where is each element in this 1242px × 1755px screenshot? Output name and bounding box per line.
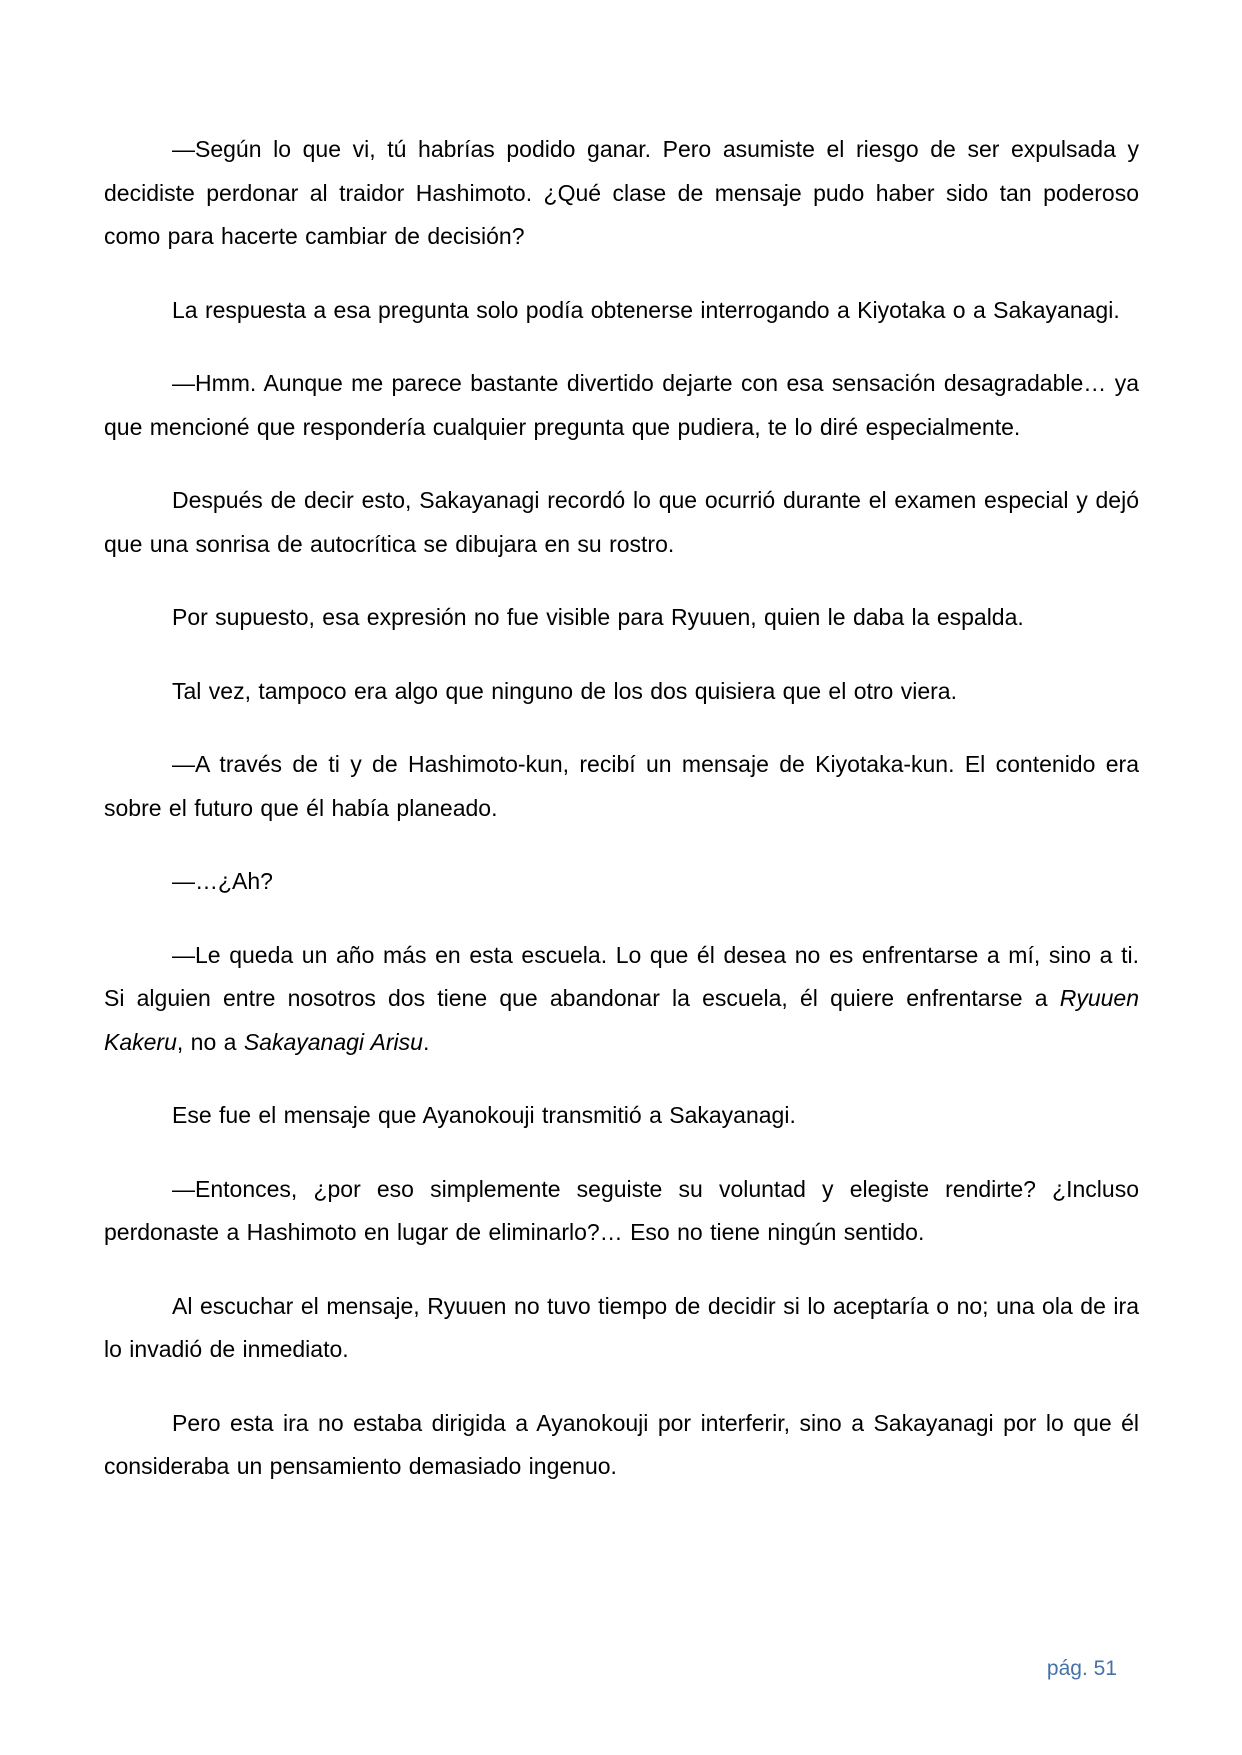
paragraph bbox=[104, 860, 1139, 904]
paragraph bbox=[104, 128, 1139, 259]
text-run: La respuesta a esa pregunta solo podía obtenerse interrogando a Kiyotaka o a Sakayanagi. bbox=[172, 296, 1120, 323]
paragraph bbox=[104, 670, 1139, 714]
page-number: pág. 51 bbox=[1046, 1657, 1117, 1680]
text-run: —…¿Ah? bbox=[172, 868, 273, 894]
paragraph bbox=[104, 743, 1139, 830]
text-run: —Le queda un año más en esta escuela. Lo que él desea no es enfrentarse a mí, sino a ti. Si alguien entre nosotros dos tiene que abandonar la escuela, él quiere enfrentarse a bbox=[104, 941, 1139, 1011]
text-run: Por supuesto, esa expresión no fue visible para Ryuuen, quien le daba la espalda. bbox=[172, 604, 1024, 630]
paragraph bbox=[104, 1168, 1139, 1255]
text-run: —Entonces, ¿por eso simplemente seguiste su voluntad y elegiste rendirte? ¿Incluso perdonaste a Hashimoto en lugar de eliminarlo?… Eso no tiene ningún sentido. bbox=[104, 1175, 1139, 1245]
paragraph bbox=[104, 289, 1139, 333]
text-run: Tal vez, tampoco era algo que ninguno de los dos quisiera que el otro viera. bbox=[172, 677, 957, 704]
paragraph bbox=[104, 596, 1139, 640]
text-run: Pero esta ira no estaba dirigida a Ayanokouji por interferir, sino a Sakayanagi por lo que él consideraba un pensamiento demasiado ingenuo. bbox=[104, 1409, 1139, 1479]
paragraph bbox=[104, 479, 1139, 566]
page-footer bbox=[1047, 1655, 1117, 1683]
paragraph bbox=[104, 1402, 1139, 1489]
paragraph bbox=[104, 1094, 1139, 1138]
character-name-italic: Sakayanagi Arisu bbox=[243, 1028, 423, 1055]
character-name-italic: Ryuuen Kakeru bbox=[104, 985, 1139, 1055]
text-run: Después de decir esto, Sakayanagi recordó lo que ocurrió durante el examen especial y dejó que una sonrisa de autocrítica se dibujara en su rostro. bbox=[104, 487, 1139, 557]
text-run: . bbox=[422, 1028, 430, 1055]
text-run: Al escuchar el mensaje, Ryuuen no tuvo tiempo de decidir si lo aceptaría o no; una ola de ira lo invadió de inmediato. bbox=[104, 1292, 1139, 1362]
text-run: , no a bbox=[176, 1028, 244, 1055]
paragraph bbox=[104, 1285, 1139, 1372]
paragraph bbox=[104, 362, 1139, 449]
text-run: Ese fue el mensaje que Ayanokouji transmitió a Sakayanagi. bbox=[172, 1102, 796, 1128]
document-body bbox=[104, 128, 1139, 1489]
paragraph bbox=[104, 934, 1139, 1065]
text-run: —Hmm. Aunque me parece bastante divertido dejarte con esa sensación desagradable… ya que mencioné que respondería cualquier pregunta que pudiera, te lo diré especialmente. bbox=[104, 370, 1139, 440]
text-run: —Según lo que vi, tú habrías podido ganar. Pero asumiste el riesgo de ser expulsada y decidiste perdonar al traidor Hashimoto. ¿Qué clase de mensaje pudo haber sido tan poderoso como para hacerte cambiar de decisión? bbox=[104, 136, 1139, 249]
text-run: —A través de ti y de Hashimoto-kun, recibí un mensaje de Kiyotaka-kun. El contenido era sobre el futuro que él había planeado. bbox=[104, 751, 1139, 821]
